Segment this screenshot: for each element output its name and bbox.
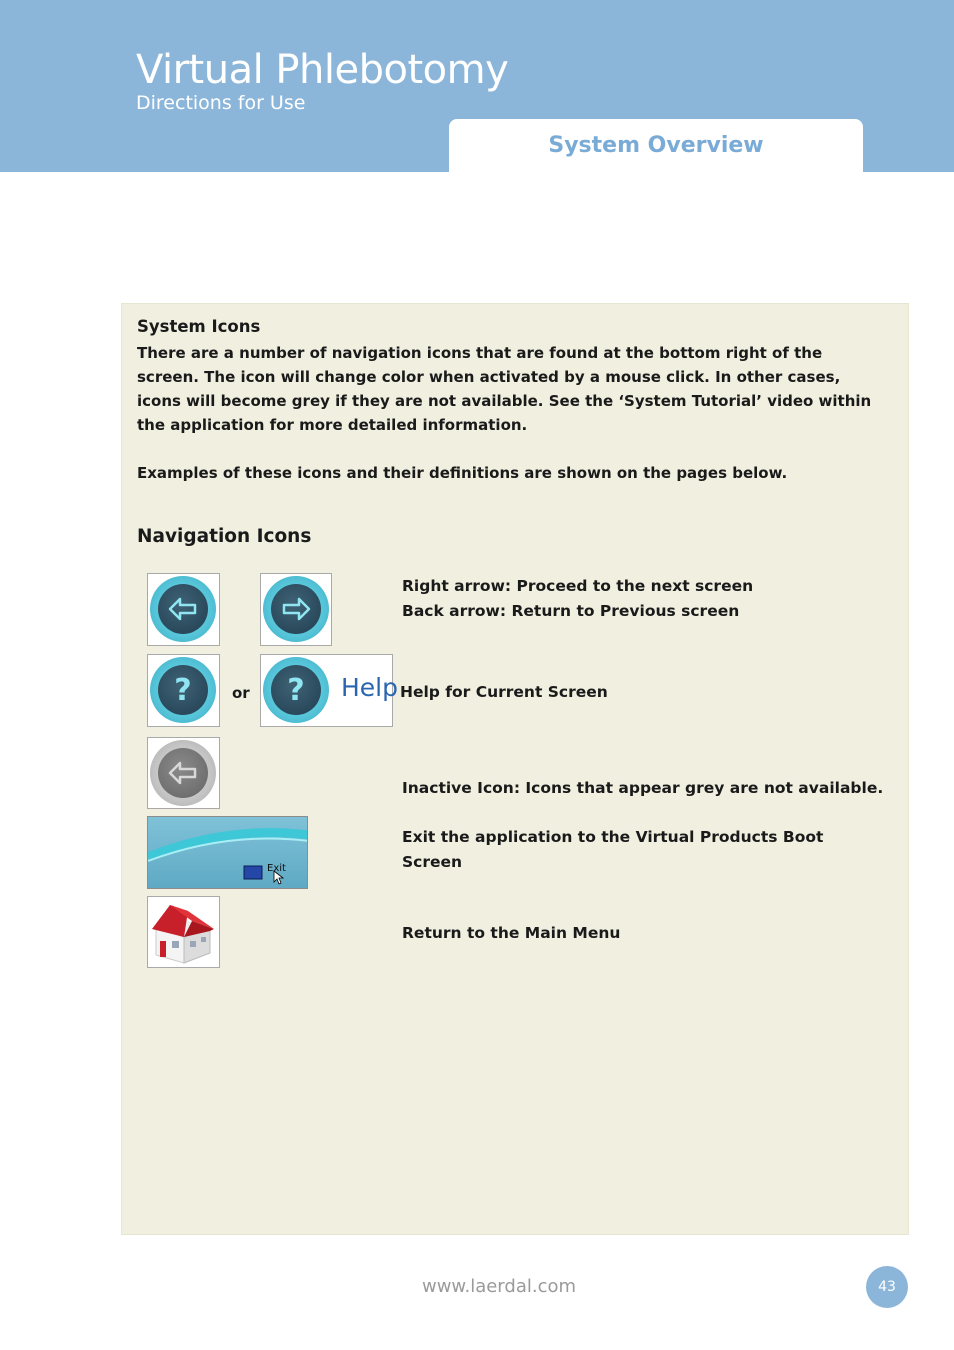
help-icon <box>150 657 216 723</box>
document-subtitle: Directions for Use <box>136 92 306 114</box>
home-description: Return to the Main Menu <box>402 924 621 942</box>
back-arrow-icon <box>150 576 216 642</box>
right-arrow-description: Right arrow: Proceed to the next screen <box>402 577 754 595</box>
back-arrow-icon-box <box>147 573 220 646</box>
help-icon-labeled <box>263 657 329 723</box>
inactive-icon-box <box>147 737 220 809</box>
section-tab <box>449 119 863 172</box>
inactive-back-arrow-icon <box>150 740 216 806</box>
svg-text:?: ? <box>174 673 192 708</box>
back-arrow-description: Back arrow: Return to Previous screen <box>402 602 740 620</box>
system-icons-examples: Examples of these icons and their definitions are shown on the pages below. <box>137 464 788 482</box>
help-word: Help <box>341 673 398 702</box>
system-icons-heading: System Icons <box>137 317 261 336</box>
right-arrow-icon <box>263 576 329 642</box>
svg-text:?: ? <box>287 673 305 708</box>
right-arrow-icon-box <box>260 573 332 646</box>
help-icon-labeled-box <box>260 654 398 727</box>
document-title: Virtual Phlebotomy <box>136 47 509 93</box>
help-description: Help for Current Screen <box>400 683 608 701</box>
home-icon <box>148 897 219 967</box>
page-number-badge: 43 <box>866 1266 908 1308</box>
exit-icon <box>147 816 308 889</box>
exit-label: Exit <box>267 863 286 874</box>
exit-description: Exit the application to the Virtual Products Boot Screen <box>402 828 824 871</box>
section-tab-label: System Overview <box>548 133 764 158</box>
help-icon-box <box>147 654 220 727</box>
navigation-icons-heading: Navigation Icons <box>137 526 312 547</box>
content-panel <box>121 303 909 1235</box>
page-header <box>0 0 954 172</box>
footer-url[interactable]: www.laerdal.com <box>421 1276 577 1297</box>
home-icon-box <box>147 896 220 968</box>
system-icons-intro: There are a number of navigation icons that are found at the bottom right of the screen. The icon will change color when activated by a mouse click. In other cases, icons will become grey if they are not available. See the ‘System Tutorial’ video within the application for more detailed information. <box>137 344 872 434</box>
or-label: or <box>232 684 250 702</box>
inactive-description: Inactive Icon: Icons that appear grey are not available. <box>402 779 884 797</box>
